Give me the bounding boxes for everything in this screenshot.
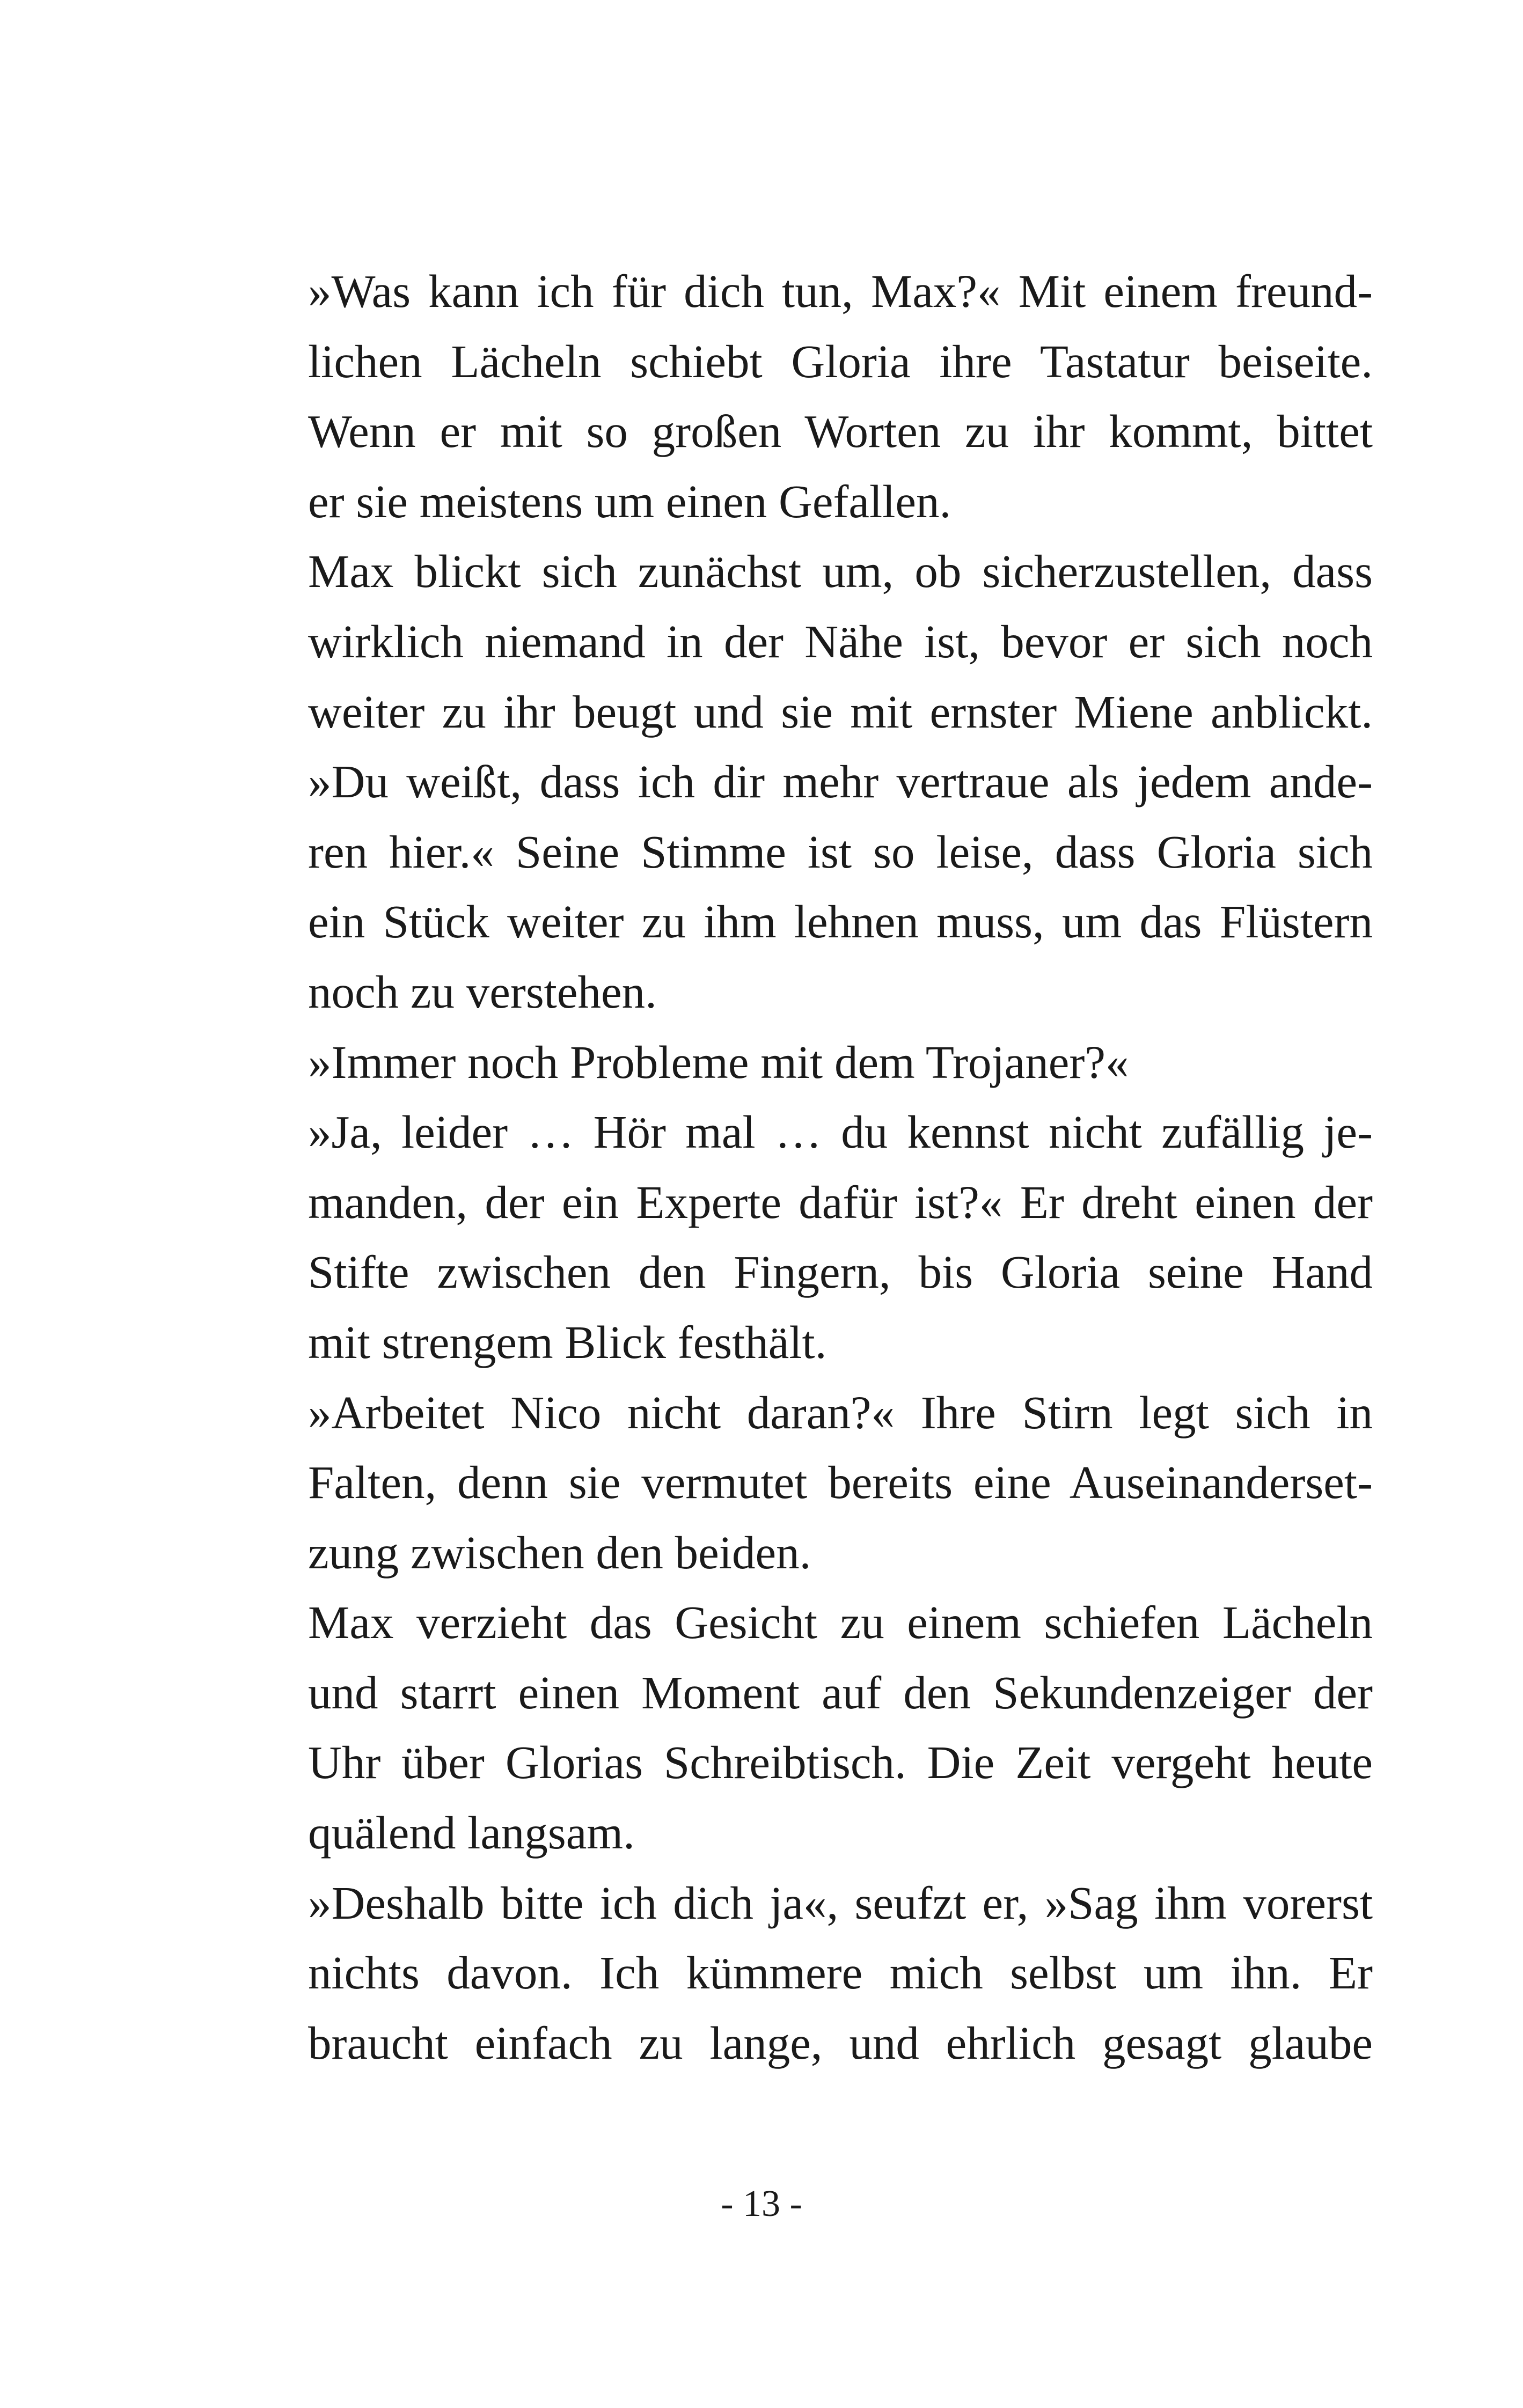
paragraph-3 xyxy=(290,1027,1373,1098)
body-text xyxy=(290,256,1373,2078)
text-line: ren hier.« Seine Stimme ist so leise, dass Gloria sich xyxy=(308,825,1373,878)
paragraph-1 xyxy=(290,256,1373,537)
text-line: braucht einfach zu lange, und ehrlich gesagt glaube xyxy=(308,2016,1373,2069)
text-line: ein Stück weiter zu ihm lehnen muss, um das Flüstern xyxy=(308,895,1373,948)
text-line: Stifte zwischen den Fingern, bis Gloria seine Hand xyxy=(308,1246,1373,1298)
text-line: weiter zu ihr beugt und sie mit ernster Miene anblickt. xyxy=(308,685,1373,738)
paragraph-4 xyxy=(290,1097,1373,1377)
text-line: Wenn er mit so großen Worten zu ihr kommt, bittet xyxy=(308,405,1373,458)
page-number: - 13 - xyxy=(721,2183,802,2225)
text-line: wirklich niemand in der Nähe ist, bevor er sich noch xyxy=(308,615,1373,667)
text-line: nichts davon. Ich kümmere mich selbst um ihn. Er xyxy=(308,1947,1373,1999)
text-line: Falten, denn sie vermutet bereits eine Auseinanderset- xyxy=(308,1456,1373,1509)
paragraph-2 xyxy=(290,537,1373,1027)
paragraph-5 xyxy=(290,1378,1373,1588)
text-line: lichen Lächeln schiebt Gloria ihre Tastatur beiseite. xyxy=(308,335,1373,387)
text-line: und starrt einen Moment auf den Sekundenzeiger der xyxy=(308,1666,1373,1719)
text-line: »Arbeitet Nico nicht daran?« Ihre Stirn legt sich in xyxy=(308,1386,1373,1438)
text-line: Uhr über Glorias Schreibtisch. Die Zeit vergeht heute xyxy=(308,1736,1373,1789)
text-line: quälend langsam. xyxy=(308,1807,635,1859)
text-line: »Immer noch Probleme mit dem Trojaner?« xyxy=(308,1036,1129,1088)
text-line: noch zu verstehen. xyxy=(308,965,657,1018)
text-line: er sie meistens um einen Gefallen. xyxy=(308,475,951,527)
text-line: manden, der ein Experte dafür ist?« Er dreht einen der xyxy=(308,1176,1373,1228)
text-line: Max blickt sich zunächst um, ob sicherzustellen, dass xyxy=(308,545,1373,598)
text-line: »Du weißt, dass ich dir mehr vertraue als jedem ande- xyxy=(308,755,1373,808)
text-line: »Ja, leider … Hör mal … du kennst nicht zufällig je- xyxy=(308,1106,1373,1158)
paragraph-6 xyxy=(290,1588,1373,1868)
text-line: mit strengem Blick festhält. xyxy=(308,1316,827,1368)
text-line: zung zwischen den beiden. xyxy=(308,1526,811,1579)
text-line: Max verzieht das Gesicht zu einem schiefen Lächeln xyxy=(308,1596,1373,1649)
paragraph-7 xyxy=(290,1868,1373,2079)
text-line: »Deshalb bitte ich dich ja«, seufzt er, »Sag ihm vorerst xyxy=(308,1876,1373,1929)
text-line: »Was kann ich für dich tun, Max?« Mit einem freund- xyxy=(308,265,1373,317)
